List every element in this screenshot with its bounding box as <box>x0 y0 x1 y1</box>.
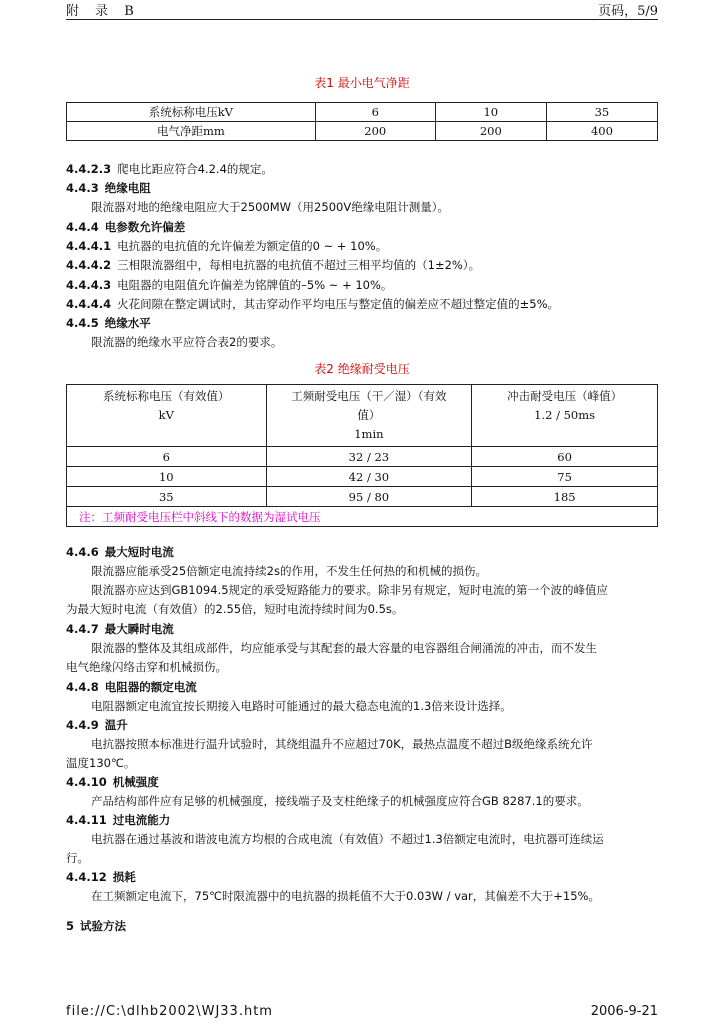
table2-cell: 185 <box>472 487 658 507</box>
text-line: 产品结构部件应有足够的机械强度，接线端子及支柱绝缘子的机械强度应符合GB 8287.1的要求。 <box>91 794 589 808</box>
clause-4-4-4-2: 4.4.4.2 三相限流器组中，每相电抗器的电抗值不超过三相平均值的（1±2%）。 <box>66 258 481 272</box>
table2-header-row <box>67 385 658 447</box>
heading-4-4-3: 4.4.3 绝缘电阻 <box>66 181 151 195</box>
text-line: 行。 <box>66 851 89 865</box>
table1-caption: 表1 最小电气净距 <box>314 76 410 90</box>
clause-4-4-4-1: 4.4.4.1 电抗器的电抗值的允许偏差为额定值的0 ~ + 10%。 <box>66 239 388 253</box>
footer-date: 2006-9-21 <box>590 1004 658 1019</box>
table2 <box>66 384 658 527</box>
table2-row <box>67 487 658 507</box>
table2-cell: 60 <box>472 447 658 467</box>
table1-cell: 电气净距mm <box>67 122 316 141</box>
heading-4-4-12: 4.4.12 损耗 <box>66 870 136 884</box>
text-line: 限流器应能承受25倍额定电流持续2s的作用，不发生任何热的和机械的损伤。 <box>91 564 487 578</box>
heading-4-4-5: 4.4.5 绝缘水平 <box>66 316 151 330</box>
table2-cell: 10 <box>67 467 267 487</box>
table1-cell: 400 <box>546 122 657 141</box>
table2-cell: 42 / 30 <box>266 467 472 487</box>
table1-row <box>67 103 658 122</box>
table2-cell: 35 <box>67 487 267 507</box>
table1-row <box>67 122 658 141</box>
text-line: 在工频额定电流下，75℃时限流器中的电抗器的损耗值不大于0.03W / var，其偏差不大于+15%。 <box>91 889 600 903</box>
text-line: 为最大短时电流（有效值）的2.55倍，短时电流持续时间为0.5s。 <box>66 602 404 616</box>
table2-cell: 75 <box>472 467 658 487</box>
header-appendix: 附 录 B <box>66 4 140 19</box>
clause-4-4-5-text: 限流器的绝缘水平应符合表2的要求。 <box>91 335 283 349</box>
heading-4-4-9: 4.4.9 温升 <box>66 718 128 732</box>
text-line: 电抗器按照本标准进行温升试验时，其绕组温升不应超过70K，最热点温度不超过B级绝缘系统允许 <box>91 737 593 751</box>
heading-4-4-6: 4.4.6 最大短时电流 <box>66 545 174 559</box>
heading-4-4-11: 4.4.11 过电流能力 <box>66 813 171 827</box>
table1-cell: 6 <box>315 103 435 122</box>
table1-cell: 10 <box>435 103 546 122</box>
table2-header-voltage: 系统标称电压（有效值） kV <box>67 385 267 447</box>
table1-cell: 系统标称电压kV <box>67 103 316 122</box>
table2-cell: 6 <box>67 447 267 467</box>
page-header <box>0 0 724 20</box>
table2-row <box>67 447 658 467</box>
text-line: 电抗器在通过基波和谐波电流方均根的合成电流（有效值）不超过1.3倍额定电流时，电抗器可连续运 <box>91 832 604 846</box>
table2-cell: 32 / 23 <box>266 447 472 467</box>
table2-note-row <box>67 507 658 527</box>
clause-4-4-4-3: 4.4.4.3 电阻器的电阻值允许偏差为铭牌值的–5% ~ + 10%。 <box>66 278 393 292</box>
clause-4-4-2-3: 4.4.2.3 爬电比距应符合4.2.4的规定。 <box>66 162 273 176</box>
table2-note: 注：工频耐受电压栏中斜线下的数据为湿试电压 <box>67 507 658 527</box>
heading-4-4-4: 4.4.4 电参数允许偏差 <box>66 220 186 234</box>
heading-5: 5 试验方法 <box>66 919 127 933</box>
table1-cell: 35 <box>546 103 657 122</box>
header-page-number: 页码，5/9 <box>598 4 658 19</box>
text-line: 电阻器额定电流宜按长期接入电路时可能通过的最大稳态电流的1.3倍来设计选择。 <box>91 699 512 713</box>
heading-4-4-8: 4.4.8 电阻器的额定电流 <box>66 680 197 694</box>
text-line: 限流器亦应达到GB1094.5规定的承受短路能力的要求。除非另有规定，短时电流的第一个波的峰值应 <box>91 583 609 597</box>
table1-cell: 200 <box>315 122 435 141</box>
table2-header-power-frequency: 工频耐受电压（干／湿）（有效 值） 1min <box>266 385 472 447</box>
clause-4-4-3-text: 限流器对地的绝缘电阻应大于2500MW（用2500V绝缘电阻计测量）。 <box>91 200 449 214</box>
text-line: 限流器的整体及其组成部件，均应能承受与其配套的最大容量的电容器组合闸涌流的冲击，而不发生 <box>91 641 597 655</box>
text-line: 电气绝缘闪络击穿和机械损伤。 <box>66 660 227 674</box>
table2-row <box>67 467 658 487</box>
table2-cell: 95 / 80 <box>266 487 472 507</box>
header-rule <box>66 19 658 20</box>
clause-4-4-4-4: 4.4.4.4 火花间隙在整定调试时，其击穿动作平均电压与整定值的偏差应不超过整定值的±5%。 <box>66 297 560 311</box>
heading-4-4-10: 4.4.10 机械强度 <box>66 775 159 789</box>
heading-4-4-7: 4.4.7 最大瞬时电流 <box>66 622 174 636</box>
text-line: 温度130℃。 <box>66 756 136 770</box>
table2-caption: 表2 绝缘耐受电压 <box>314 362 410 376</box>
table2-header-impulse: 冲击耐受电压（峰值） 1.2 / 50ms <box>472 385 658 447</box>
table1-cell: 200 <box>435 122 546 141</box>
table1 <box>66 102 658 141</box>
footer-file-path: file://C:\dlhb2002\WJ33.htm <box>66 1004 273 1019</box>
